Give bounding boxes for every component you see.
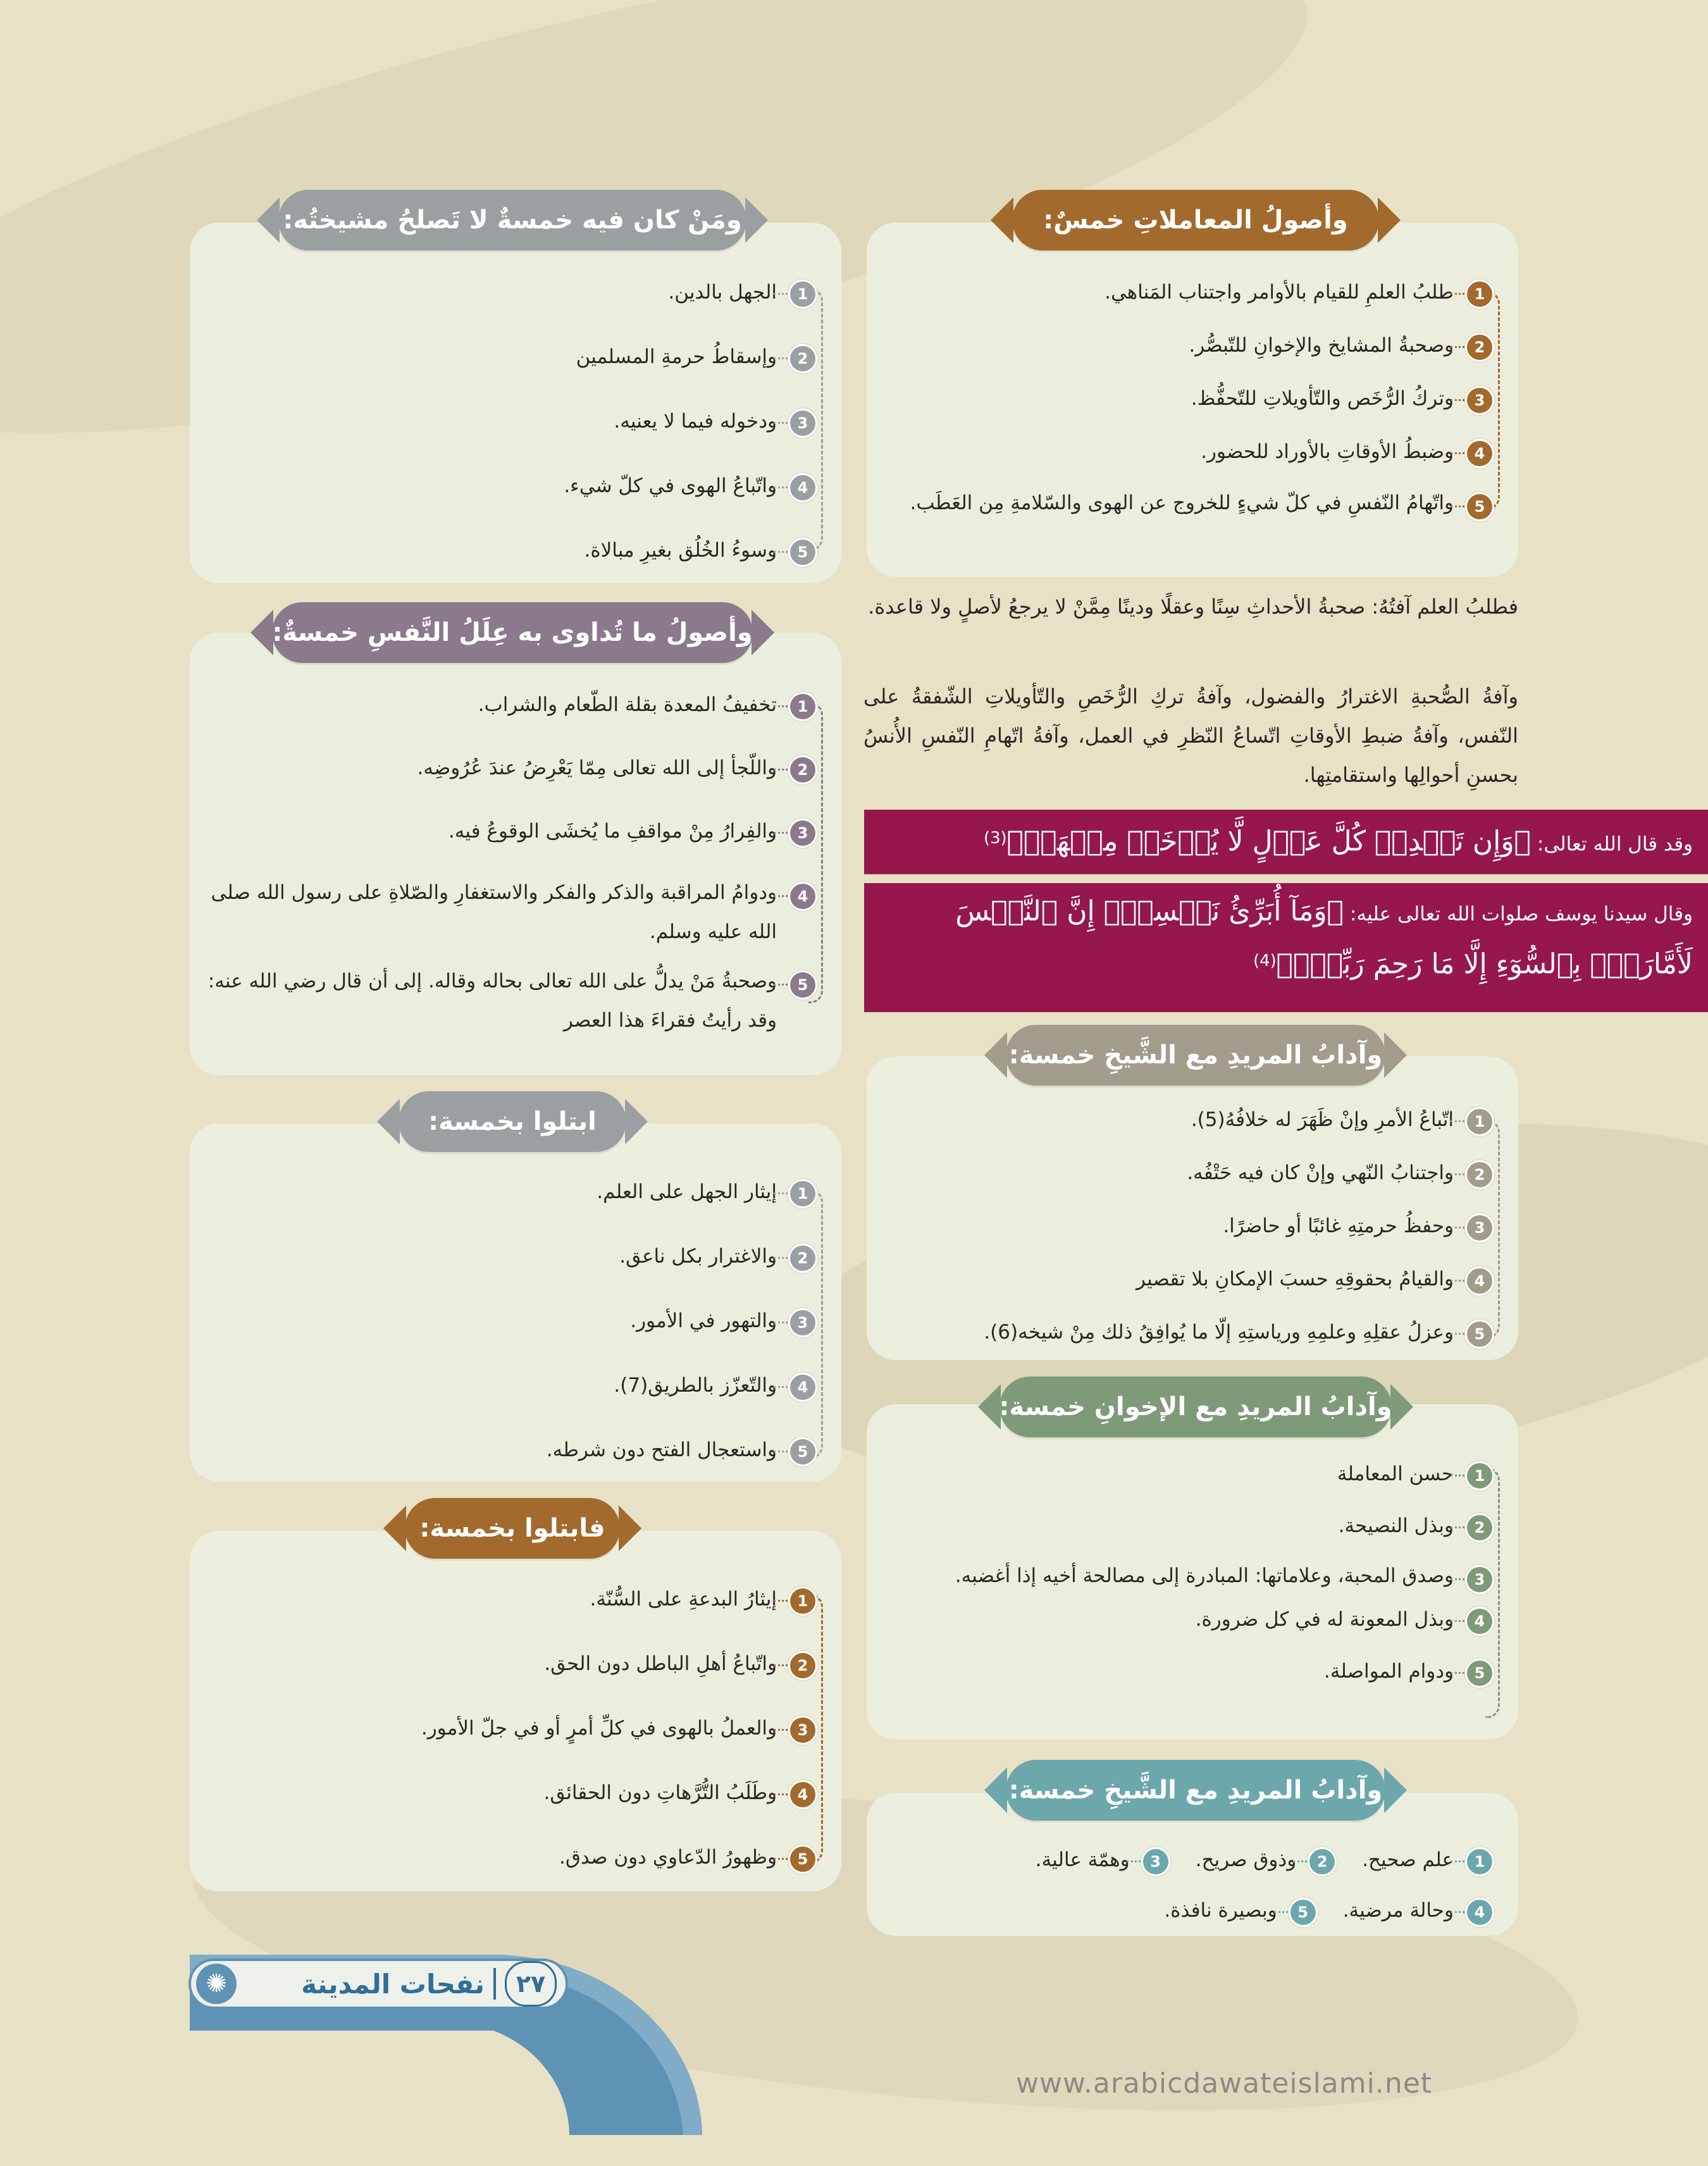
fabtulu-title — [405, 1498, 620, 1559]
number-badge: 3 — [788, 409, 817, 438]
list-item: 4 وضبطُ الأوقاتِ بالأوراد للحضور. — [862, 430, 1494, 473]
footnote-ref: (3) — [984, 829, 1007, 848]
list-item: 2 وصحبةُ المشايخ والإخوانِ للتّبصُّر. — [862, 324, 1494, 367]
fabtulu-title-text: فابتلوا بخمسة: — [419, 1514, 605, 1543]
mashyakha-title-text: ومَنْ كان فيه خمسةٌ لا تَصلحُ مشيختُه: — [283, 206, 742, 235]
number-badge: 1 — [1465, 1847, 1494, 1876]
list-item: 1 اتّباعُ الأمرِ وإنْ ظَهَرَ له خلافُهُ(5). — [862, 1098, 1494, 1141]
ubtulu-list — [185, 1170, 817, 1471]
number-badge: 2 — [1465, 1160, 1494, 1189]
ilal-nafs-title-text: وأصولُ ما تُداوى به عِلَلُ النَّفسِ خمسةٌ: — [272, 618, 753, 647]
adab-shaykh-list — [862, 1098, 1494, 1354]
adab-ikhwan-title — [999, 1377, 1392, 1437]
page-number: ٢٧ — [505, 1961, 557, 2007]
inline-row — [862, 1889, 1494, 1932]
list-item: 1 إيثار الجهل على العلم. — [185, 1170, 817, 1213]
list-item: 3 وتركُ الرُّخَص والتّأويلاتِ للتّحفُّظ. — [862, 377, 1494, 420]
divider — [493, 1968, 496, 2000]
list-item: 3 ودخوله فيما لا يعنيه. — [185, 400, 817, 443]
list-item: 5 وعزلُ عقلِهِ وعلمِهِ ورياستِهِ إلّا ما يُوافِقُ ذلك مِنْ شيخه(6). — [862, 1311, 1494, 1354]
list-item: 2 وبذل النصيحة. — [862, 1504, 1494, 1547]
number-badge: 5 — [788, 1437, 817, 1466]
list-item: 2 وذوق صريح. — [1196, 1838, 1337, 1881]
adab-shaykh2-title — [1006, 1760, 1385, 1821]
number-badge: 1 — [1465, 1107, 1494, 1136]
list-item: 1 الجهل بالدين. — [185, 271, 817, 314]
website-link[interactable]: www.arabicdawateislami.net — [1016, 2067, 1433, 2100]
number-badge: 1 — [788, 692, 817, 721]
number-badge: 5 — [1289, 1898, 1318, 1927]
number-badge: 2 — [1465, 333, 1494, 362]
number-badge: 1 — [1465, 280, 1494, 309]
number-badge: 2 — [788, 344, 817, 373]
number-badge: 5 — [1465, 492, 1494, 521]
list-item: 1 طلبُ العلمِ للقيام بالأوامر واجتناب المَناهي. — [862, 271, 1494, 314]
number-badge: 4 — [1465, 1898, 1494, 1927]
number-badge: 4 — [1465, 1266, 1494, 1296]
fabtulu-list — [185, 1578, 817, 1879]
number-badge: 3 — [1141, 1847, 1170, 1876]
number-badge: 5 — [788, 1845, 817, 1874]
list-item: 4 وطَلَبُ التُّرَّهاتِ دون الحقائق. — [185, 1771, 817, 1814]
list-item: 4 والتّعزّز بالطريق(7). — [185, 1364, 817, 1407]
list-item: 4 وبذل المعونة له في كل ضرورة. — [862, 1598, 1494, 1641]
list-item: 2 وإسقاطُ حرمةِ المسلمين — [185, 335, 817, 378]
adab-shaykh2-list — [862, 1838, 1494, 1932]
list-item: 5 وسوءُ الخُلُق بغيرِ مبالاة. — [185, 529, 817, 572]
list-item: 2 والاغترار بكل ناعق. — [185, 1235, 817, 1278]
adab-ikhwan-title-text: وآدابُ المريدِ مع الإخوانِ خمسة: — [999, 1392, 1392, 1421]
quran-quote-2 — [864, 883, 1708, 1012]
muamalat-list — [862, 271, 1494, 523]
list-item: 2 واللّجأ إلى الله تعالى مِمّا يَعْرِضُ عندَ عُرُوضِه. — [185, 746, 817, 789]
number-badge: 3 — [788, 1308, 817, 1337]
list-item: 5 وصحبةُ مَنْ يدلُّ على الله تعالى بحاله وقاله. إلى أن قال رضي الله عنه: وقد رأيتُ فقراءَ هذا العصر — [182, 962, 817, 1040]
number-badge: 3 — [1465, 1565, 1494, 1594]
number-badge: 2 — [1465, 1513, 1494, 1542]
number-badge: 1 — [1465, 1461, 1494, 1490]
afat-paragraph-1: فطلبُ العلم آفتُهُ: صحبةُ الأحداثِ سِنًا وعقلًا ودينًا مِمَّنْ لا يرجعُ لأصلٍ ولا قاعدة. — [868, 595, 1518, 619]
number-badge: 4 — [788, 1373, 817, 1402]
quran-quote-1 — [864, 810, 1708, 874]
list-item: 3 والعملُ بالهوى في كلِّ أمرٍ أو في جلّ الأمور. — [185, 1707, 817, 1750]
number-badge: 3 — [1465, 1213, 1494, 1242]
number-badge: 1 — [788, 1179, 817, 1208]
ilal-nafs-title — [272, 602, 753, 663]
adab-shaykh-title-text: وآدابُ المريدِ مع الشَّيخِ خمسة: — [1008, 1041, 1383, 1070]
number-badge: 2 — [1308, 1847, 1337, 1876]
number-badge: 2 — [788, 1651, 817, 1680]
number-badge: 1 — [788, 1587, 817, 1616]
list-item: 4 والقيامُ بحقوقِهِ حسبَ الإمكانِ بلا تقصير — [862, 1258, 1494, 1301]
number-badge: 5 — [1465, 1659, 1494, 1688]
list-item: 4 واتّباعُ الهوى في كلّ شيء. — [185, 464, 817, 507]
footer-badge — [189, 1959, 568, 2009]
list-item: 1 إيثارُ البدعةِ على السُّنّة. — [185, 1578, 817, 1621]
quote-lead: وقد قال الله تعالى: — [1537, 832, 1693, 856]
list-item: 3 وحفظُ حرمتِهِ غائبًا أو حاضرًا. — [862, 1204, 1494, 1247]
magazine-name: نفحات المدينة — [301, 1968, 485, 2000]
adab-shaykh2-title-text: وآدابُ المريدِ مع الشَّيخِ خمسة: — [1008, 1776, 1383, 1805]
quote-ayah: ﴿وَإِن تَعۡدِلۡ كُلَّ عَدۡلٍ لَّا يُؤۡخَذۡ مِنۡهَآۗ﴾ — [1006, 825, 1532, 858]
muamalat-title — [1012, 190, 1379, 251]
list-item: 1 حسن المعاملة — [862, 1452, 1494, 1495]
list-item: 1 علم صحيح. — [1362, 1838, 1494, 1881]
number-badge: 5 — [1465, 1320, 1494, 1349]
ilal-nafs-list — [185, 683, 817, 1040]
ubtulu-title-text: ابتلوا بخمسة: — [428, 1107, 597, 1136]
adab-shaykh-title — [1006, 1025, 1385, 1086]
number-badge: 4 — [788, 1780, 817, 1809]
quote-ayah: ﴿وَمَآ أُبَرِّئُ نَفۡسِيٓۚ إِنَّ ٱلنَّفۡسَ لَأَمَّارَةُۢ بِٱلسُّوٓءِ إِلَّا مَا رَحِمَ رَبِّيٓۚ﴾ — [955, 895, 1693, 981]
list-item: 5 وبصيرة نافذة. — [1164, 1889, 1317, 1932]
number-badge: 4 — [788, 473, 817, 502]
mashyakha-list — [185, 271, 817, 572]
list-item: 2 واتّباعُ أهلِ الباطل دون الحق. — [185, 1642, 817, 1685]
ubtulu-title — [399, 1091, 626, 1152]
number-badge: 2 — [788, 1244, 817, 1273]
number-badge: 4 — [1465, 439, 1494, 468]
list-item: 5 ودوام المواصلة. — [862, 1650, 1494, 1693]
number-badge: 3 — [788, 819, 817, 848]
ornament-icon: ✺ — [196, 1964, 237, 2004]
list-item: 3 والفِرارُ مِنْ مواقفِ ما يُخشَى الوقوعُ فيه. — [185, 810, 817, 853]
footnote-ref: (4) — [1253, 951, 1277, 970]
list-item: 3 وهمّة عالية. — [1036, 1838, 1170, 1881]
quote-lead: وقال سيدنا يوسف صلوات الله تعالى عليه: — [1349, 903, 1693, 925]
number-badge: 1 — [788, 280, 817, 309]
list-item: 5 واستعجال الفتح دون شرطه. — [185, 1428, 817, 1471]
list-item: 4 ودوامُ المراقبة والذكر والفكر والاستغفارِ والصّلاةِ على رسول الله صلى الله عليه وسلم. — [182, 873, 817, 951]
list-item: 3 والتهور في الأمور. — [185, 1299, 817, 1342]
list-item: 4 وحالة مرضية. — [1343, 1889, 1494, 1932]
mashyakha-title — [278, 190, 746, 251]
number-badge: 5 — [788, 538, 817, 567]
list-item: 3 وصدق المحبة، وعلاماتها: المبادرة إلى مصالحة أخيه إذا أغضبه. — [897, 1556, 1494, 1595]
list-item: 1 تخفيفُ المعدة بقلة الطّعام والشراب. — [185, 683, 817, 726]
inline-row — [862, 1838, 1494, 1881]
number-badge: 4 — [788, 882, 817, 911]
number-badge: 3 — [788, 1716, 817, 1745]
afat-paragraph-2: وآفةُ الصُّحبةِ الاغترارُ والفضول، وآفةُ تركِ الرُّخَصِ والتّأويلاتِ الشّفقةُ على النّفس، وآفةُ ضبطِ الأوقاتِ اتّساعُ النّظرِ في العمل، وآفةُ اتّهامِ النّفسِ الأُنسُ بحسنِ أحوالِها واستقامتِها. — [863, 684, 1518, 787]
list-item: 2 واجتنابُ النّهي وإنْ كان فيه حَتْفُه. — [862, 1151, 1494, 1194]
number-badge: 3 — [1465, 386, 1494, 415]
muamalat-title-text: وأصولُ المعاملاتِ خمسٌ: — [1043, 206, 1348, 235]
number-badge: 5 — [788, 970, 817, 999]
list-item: 5 واتّهامُ النّفسِ في كلّ شيءٍ للخروج عن الهوى والسّلامةِ مِن العَطَب. — [884, 483, 1494, 523]
number-badge: 4 — [1465, 1607, 1494, 1636]
adab-ikhwan-list — [862, 1452, 1494, 1693]
list-item: 5 وظهورُ الدّعاوي دون صدق. — [185, 1836, 817, 1879]
number-badge: 2 — [788, 755, 817, 784]
